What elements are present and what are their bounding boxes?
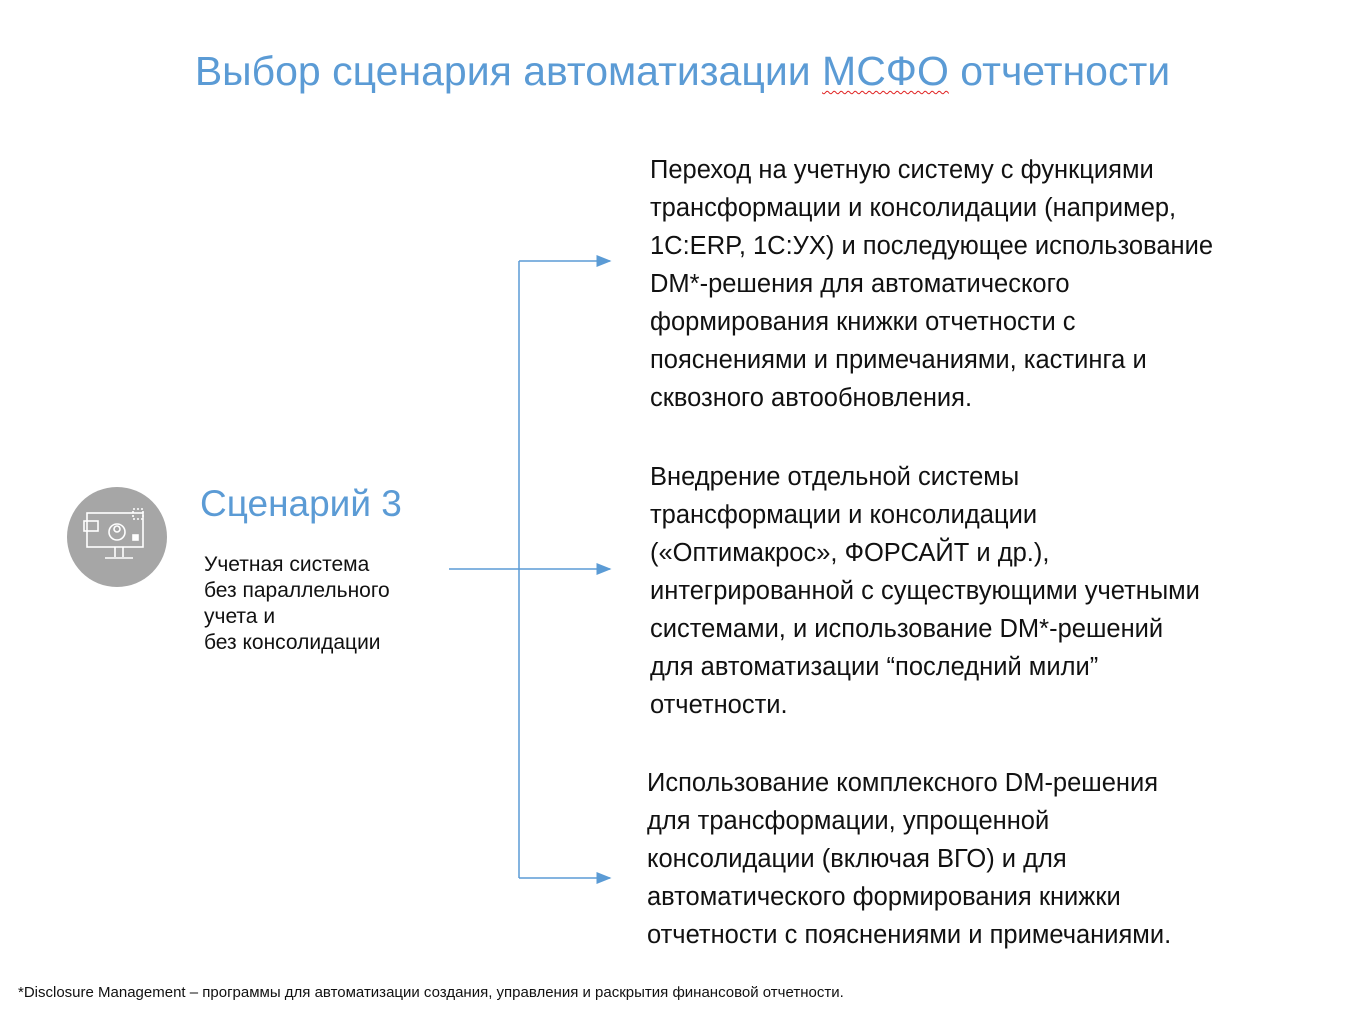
- title-text-end: отчетности: [948, 48, 1171, 94]
- option-line: интегрированной с существующими учетными: [650, 577, 1200, 605]
- option-line: отчетности.: [650, 691, 788, 719]
- option-2-text: [650, 458, 1200, 724]
- option-1-text: [650, 151, 1213, 417]
- option-line: сквозного автообновления.: [650, 384, 973, 412]
- option-line: 1С:ERP, 1С:УХ) и последующее использование: [650, 232, 1214, 260]
- option-line: Переход на учетную систему с функциями: [650, 156, 1154, 184]
- option-line: формирования книжки отчетности с: [650, 308, 1076, 336]
- desc-line: Учетная система: [204, 553, 370, 576]
- option-line: Внедрение отдельной системы: [650, 463, 1020, 491]
- option-line: для трансформации, упрощенной: [647, 807, 1050, 835]
- title-text: Выбор сценария автоматизации: [194, 48, 823, 94]
- footnote: *Disclosure Management – программы для автоматизации создания, управления и раскрытия финансовой отчетности.: [18, 984, 844, 1001]
- desc-line: без консолидации: [204, 631, 381, 654]
- option-line: пояснениями и примечаниями, кастинга и: [650, 346, 1147, 374]
- scenario-title: Сценарий 3: [200, 483, 402, 524]
- option-line: трансформации и консолидации: [650, 501, 1038, 529]
- option-line: консолидации (включая ВГО) и для: [647, 845, 1067, 873]
- desc-line: без параллельного: [204, 579, 390, 602]
- option-line: системами, и использование DM*-решений: [650, 615, 1164, 643]
- option-line: автоматического формирования книжки: [647, 883, 1121, 911]
- option-line: отчетности с пояснениями и примечаниями.: [647, 921, 1172, 949]
- option-line: для автоматизации “последний мили”: [650, 653, 1099, 681]
- option-line: («Оптимакрос», ФОРСАЙТ и др.),: [650, 539, 1050, 567]
- option-3-text: [647, 764, 1171, 954]
- option-line: Использование комплексного DM-решения: [647, 769, 1159, 797]
- option-line: трансформации и консолидации (например,: [650, 194, 1177, 222]
- option-line: DM*-решения для автоматического: [650, 270, 1070, 298]
- title-flagged-word: МСФО: [822, 48, 949, 94]
- desc-line: учета и: [204, 605, 276, 628]
